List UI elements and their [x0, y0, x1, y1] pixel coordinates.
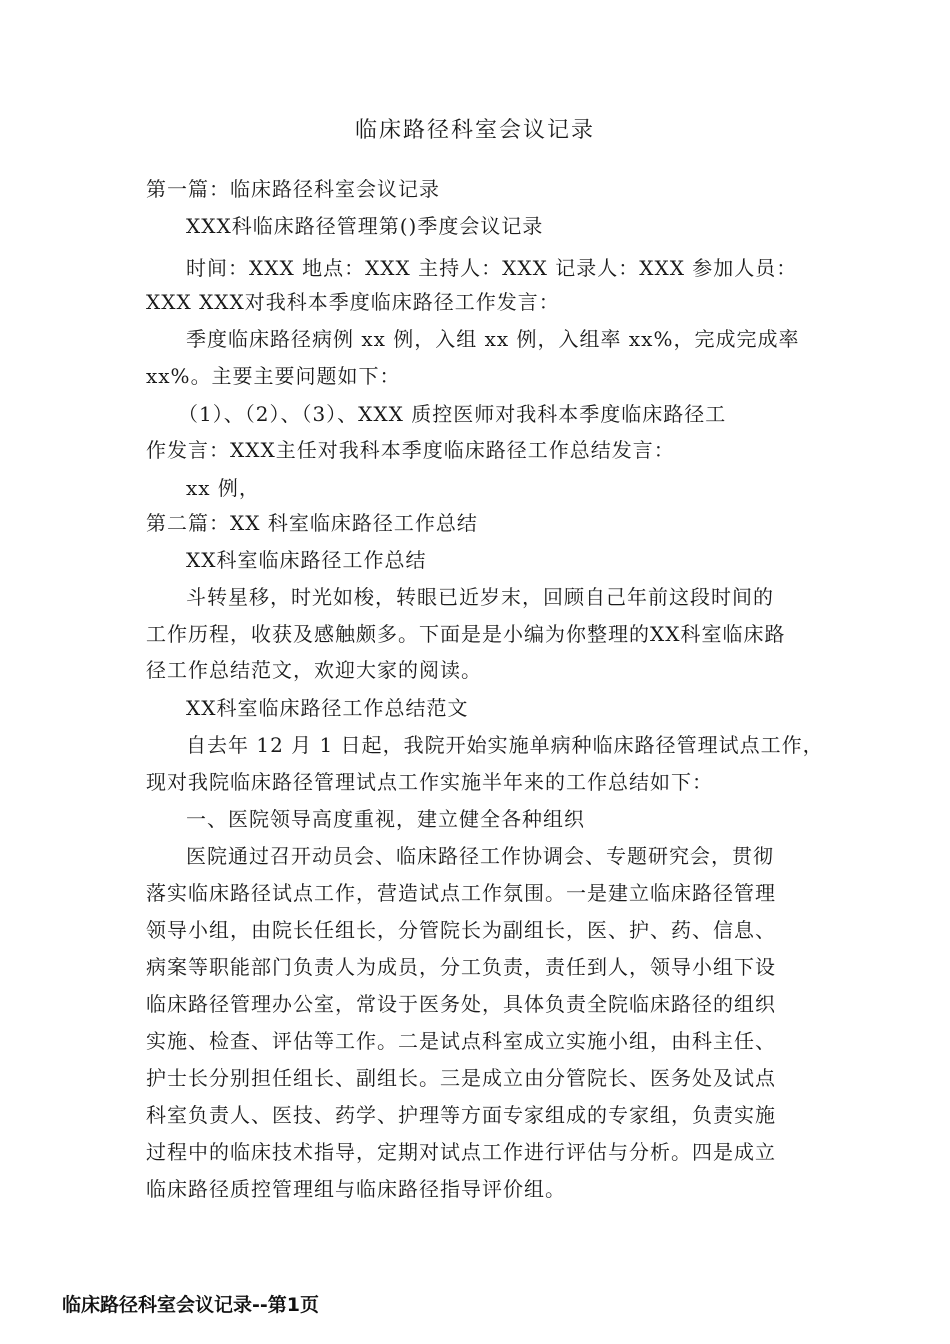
summary-title: XX科室临床路径工作总结: [186, 548, 427, 572]
paragraph-line: （1）、（2）、（3）、XXX 质控医师对我科本季度临床路径工: [178, 402, 727, 426]
section-heading-2: 第二篇：XX 科室临床路径工作总结: [146, 511, 478, 535]
paragraph-line: 护士长分别担任组长、副组长。三是成立由分管院长、医务处及试点: [146, 1066, 776, 1090]
paragraph-line: 径工作总结范文，欢迎大家的阅读。: [146, 658, 482, 682]
paragraph-line: 季度临床路径病例 xx 例，入组 xx 例，入组率 xx%，完成完成率: [186, 327, 800, 351]
page-footer: 临床路径科室会议记录--第1页: [62, 1294, 319, 1316]
paragraph-line: 临床路径质控管理组与临床路径指导评价组。: [146, 1177, 566, 1201]
paragraph-line: 临床路径管理办公室，常设于医务处，具体负责全院临床路径的组织: [146, 992, 776, 1016]
paragraph-line: 病案等职能部门负责人为成员，分工负责，责任到人，领导小组下设: [146, 955, 776, 979]
paragraph-line: 工作历程，收获及感触颇多。下面是是小编为你整理的XX科室临床路: [146, 622, 786, 646]
paragraph-line: 现对我院临床路径管理试点工作实施半年来的工作总结如下：: [146, 770, 713, 794]
paragraph-line: 作发言：XXX主任对我科本季度临床路径工作总结发言：: [146, 438, 675, 462]
paragraph-line: 实施、检查、评估等工作。二是试点科室成立实施小组，由科主任、: [146, 1029, 776, 1053]
paragraph-line: 过程中的临床技术指导，定期对试点工作进行评估与分析。四是成立: [146, 1140, 776, 1164]
document-title: 临床路径科室会议记录: [354, 118, 595, 143]
paragraph-line: xx 例，: [186, 476, 260, 500]
paragraph-line: 斗转星移，时光如梭，转眼已近岁末，回顾自己年前这段时间的: [186, 585, 774, 609]
paragraph-line: XXX XXX对我科本季度临床路径工作发言：: [146, 290, 560, 314]
paragraph-line: 时间：XXX 地点：XXX 主持人：XXX 记录人：XXX 参加人员：: [186, 256, 798, 280]
subsection-heading: 一、医院领导高度重视，建立健全各种组织: [186, 807, 585, 831]
paragraph-line: 医院通过召开动员会、临床路径工作协调会、专题研究会，贯彻: [186, 844, 774, 868]
meeting-record-title: XXX科临床路径管理第()季度会议记录: [186, 214, 544, 238]
paragraph-line: 领导小组，由院长任组长，分管院长为副组长，医、护、药、信息、: [146, 918, 776, 942]
paragraph-line: xx%。主要主要问题如下：: [146, 364, 401, 388]
section-heading-1: 第一篇：临床路径科室会议记录: [146, 177, 440, 201]
summary-sample-title: XX科室临床路径工作总结范文: [186, 696, 469, 720]
paragraph-line: 科室负责人、医技、药学、护理等方面专家组成的专家组，负责实施: [146, 1103, 776, 1127]
paragraph-line: 落实临床路径试点工作，营造试点工作氛围。一是建立临床路径管理: [146, 881, 776, 905]
paragraph-line: 自去年 12 月 1 日起，我院开始实施单病种临床路径管理试点工作，: [186, 733, 824, 757]
